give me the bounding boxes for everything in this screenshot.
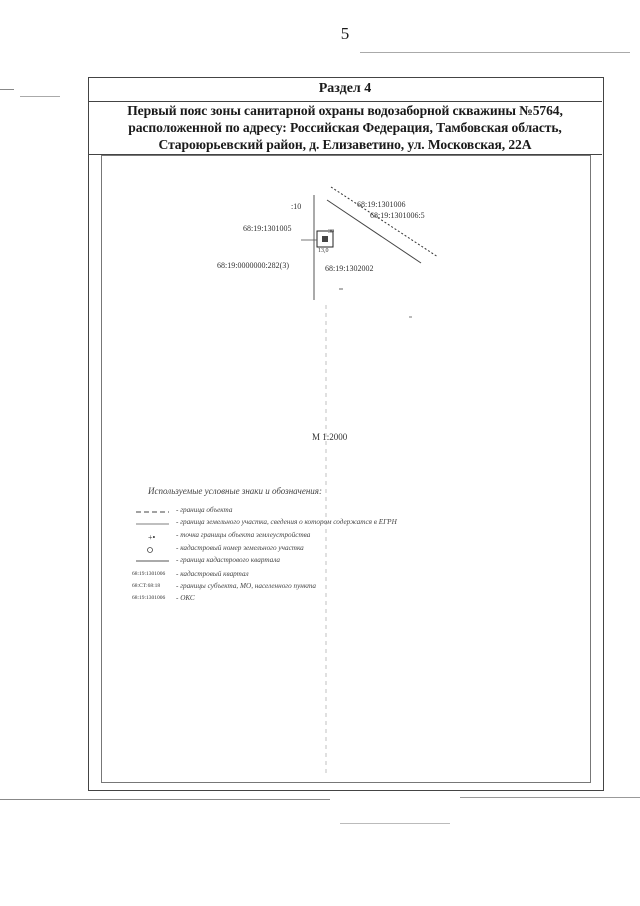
legend-item-text: - точка границы объекта землеустройства (176, 531, 311, 539)
title-line: расположенной по адресу: Российская Федерация, Тамбовская область, (128, 120, 562, 135)
legend-item-text: - кадастровый номер земельного участка (176, 544, 304, 552)
page-number: 5 (340, 24, 350, 43)
parcel-boundary-line (327, 200, 421, 263)
scan-mark (0, 89, 14, 90)
title-line: Первый пояс зоны санитарной охраны водозаборной скважины №5764, (127, 103, 563, 118)
legend-title: Используемые условные знаки и обозначения: (148, 486, 322, 496)
map-label-parcel: 68:19:1302002 (325, 264, 374, 273)
map-scale: М 1:2000 (312, 432, 348, 442)
scan-mark (20, 96, 60, 97)
legend-item-text: - кадастровый квартал (176, 570, 249, 578)
title-line: Староюрьевский район, д. Елизаветино, ул. Московская, 22А (158, 137, 532, 152)
cadastral-map (101, 155, 589, 781)
map-label-parcel: 68:19:1301006:5 (370, 211, 425, 220)
scan-mark (460, 797, 640, 798)
legend-item (132, 543, 432, 555)
legend-symbol-label: 68:СТ:68:18 (132, 583, 161, 589)
well-point (322, 236, 328, 242)
legend-item-text: - границы субъекта, МО, населенного пункта (176, 582, 316, 590)
legend-item (132, 593, 432, 605)
scan-mark (0, 799, 330, 800)
legend-item-text: - ОКС (176, 594, 195, 602)
legend-item (132, 530, 432, 542)
legend-item-text: - граница земельного участка, сведения о котором содержатся в ЕГРН (176, 518, 397, 526)
map-label-plot: :10 (291, 202, 302, 211)
road-boundary-line (331, 187, 438, 257)
legend-item (132, 555, 432, 567)
legend-symbol-label: 68:19:1301006 (132, 595, 166, 601)
map-label-parcel: 68:19:1301006 (357, 200, 406, 209)
scan-mark (360, 52, 630, 53)
map-label-parcel: 68:19:0000000:282(3) (217, 261, 289, 270)
legend-item-text: - граница объекта (176, 506, 233, 514)
document-title (88, 102, 602, 155)
legend-item (132, 517, 432, 529)
legend-item-text: - граница кадастрового квартала (176, 556, 281, 564)
map-label-well: 30 (328, 229, 334, 235)
section-header: Раздел 4 (88, 77, 602, 102)
legend-item (132, 505, 432, 517)
legend-boundary-point-symbol: +• (148, 533, 156, 542)
legend-item (132, 581, 432, 593)
legend-symbol-label: 68:19:1301006 (132, 571, 166, 577)
map-label-well: 13,0 (318, 248, 329, 254)
map-label-parcel: 68:19:1301005 (243, 224, 292, 233)
scan-mark (340, 823, 450, 824)
legend-item (132, 569, 432, 581)
